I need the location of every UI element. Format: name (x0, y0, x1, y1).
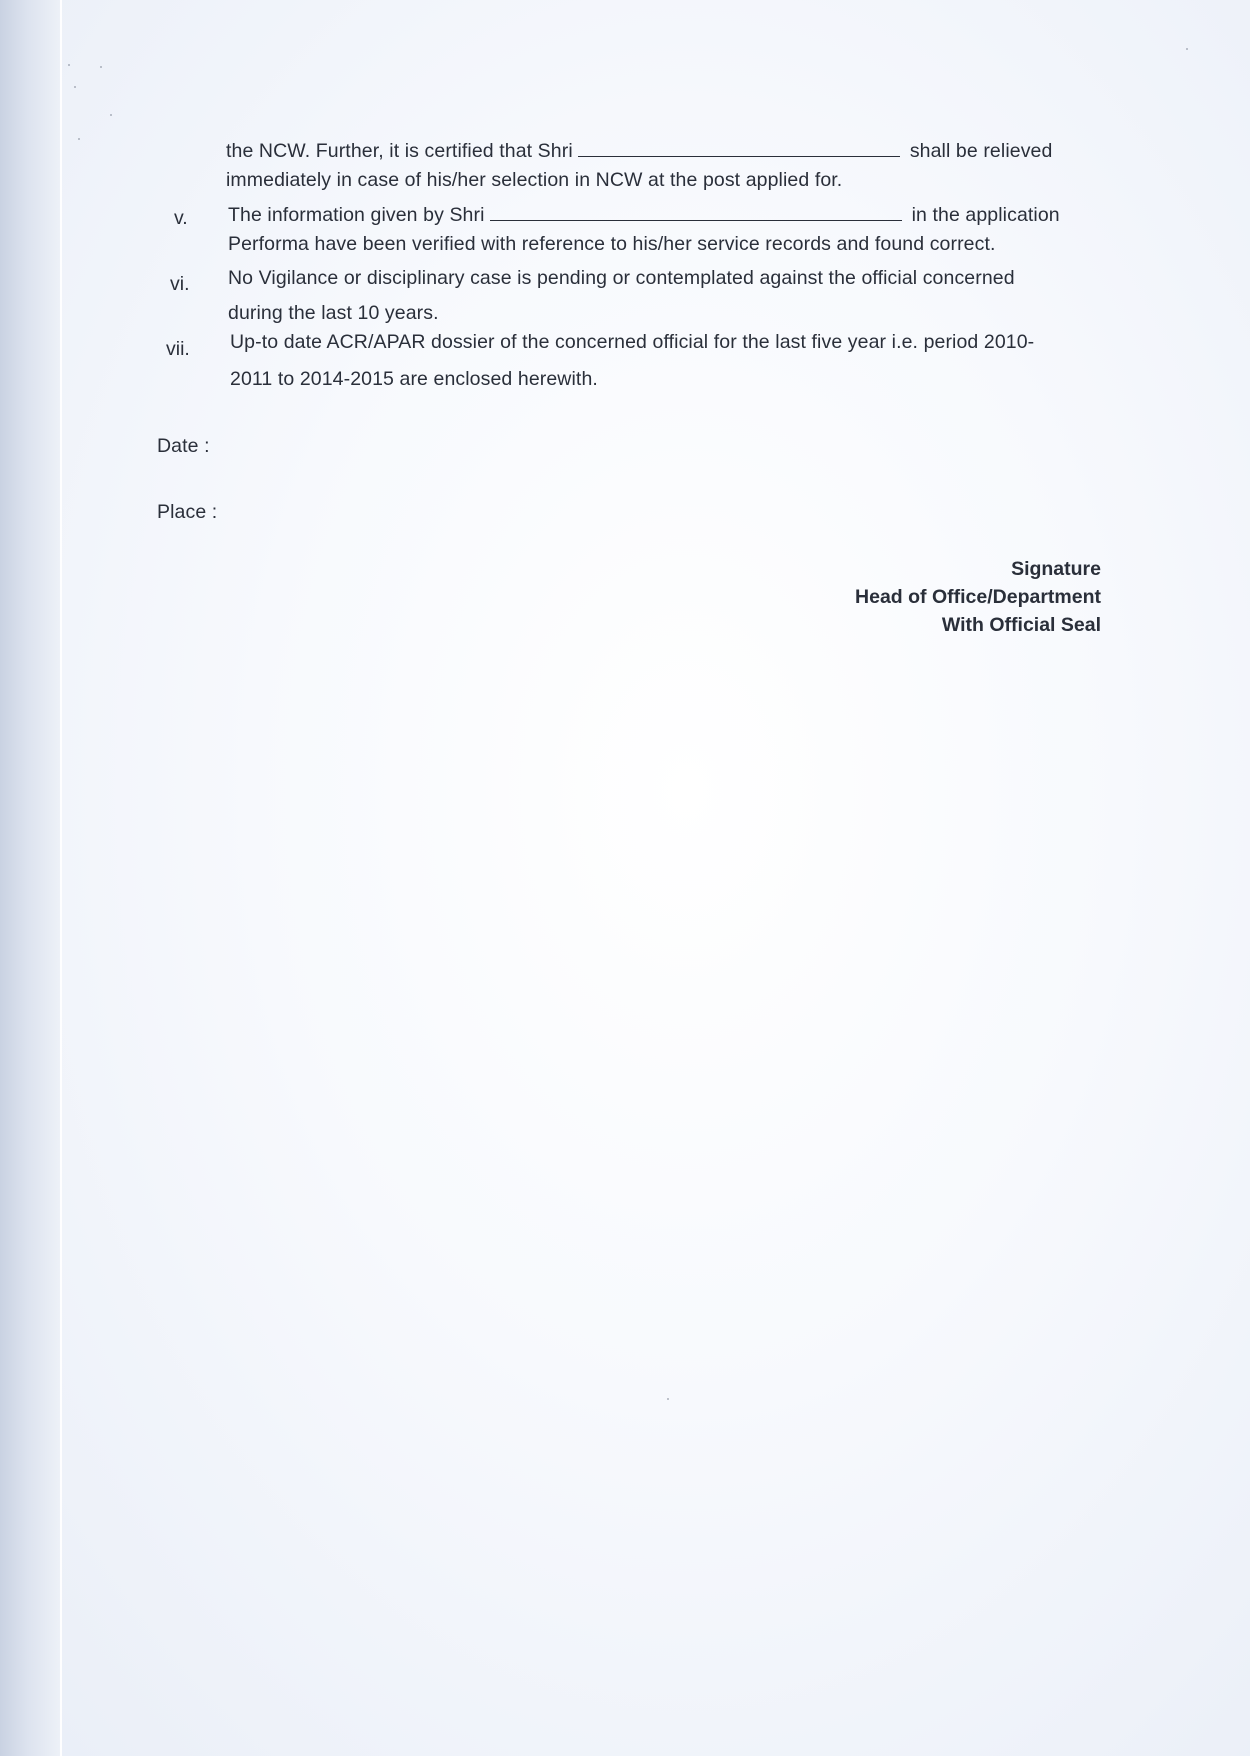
name-blank-line (578, 138, 900, 157)
name-blank-line (490, 202, 902, 221)
item-iv-text-b: shall be relieved (909, 140, 1053, 162)
signature-label: Signature (1011, 558, 1101, 580)
item-vi-line-1 (228, 266, 1015, 290)
item-vii-number: vii. (166, 338, 190, 360)
date-label: Date : (157, 435, 210, 457)
item-iv-line-2 (226, 168, 842, 192)
scan-speck (74, 86, 76, 88)
item-v-text-c: Performa have been verified with reference to his/her service records and found correct. (228, 233, 996, 255)
item-vii-text-a: Up-to date ACR/APAR dossier of the concerned official for the last five year i.e. period 2010- (230, 331, 1035, 353)
item-iv-text-c: immediately in case of his/her selection in NCW at the post applied for. (226, 169, 843, 191)
item-vi-text-a: No Vigilance or disciplinary case is pending or contemplated against the official concerned (228, 267, 1015, 289)
item-vii-line-2 (230, 367, 598, 391)
scan-speck (110, 114, 112, 116)
item-vi-number: vi. (170, 273, 190, 295)
item-vi-text-b: during the last 10 years. (228, 302, 439, 324)
item-v-text-b: in the application (911, 204, 1060, 226)
scan-speck (667, 1398, 669, 1400)
scan-speck (78, 138, 80, 140)
item-vi-line-2 (228, 301, 439, 325)
scan-speck (1186, 48, 1188, 50)
scan-speck (68, 64, 70, 66)
signatory-designation: Head of Office/Department (855, 586, 1101, 608)
scan-edge-shadow (0, 0, 62, 1756)
item-v-text-a: The information given by Shri (228, 204, 485, 226)
scan-edge-highlight (60, 0, 62, 1756)
item-iv-text-a: the NCW. Further, it is certified that Shri (226, 140, 573, 162)
item-vii-text-b: 2011 to 2014-2015 are enclosed herewith. (230, 368, 598, 390)
item-v-number: v. (174, 207, 188, 229)
item-v-line-1 (228, 202, 1060, 227)
item-vii-line-1 (230, 330, 1034, 354)
scan-speck (100, 66, 102, 68)
official-seal-label: With Official Seal (941, 614, 1101, 636)
place-label: Place : (157, 501, 218, 523)
item-iv-line-1 (226, 138, 1052, 163)
item-v-line-2 (228, 232, 996, 256)
